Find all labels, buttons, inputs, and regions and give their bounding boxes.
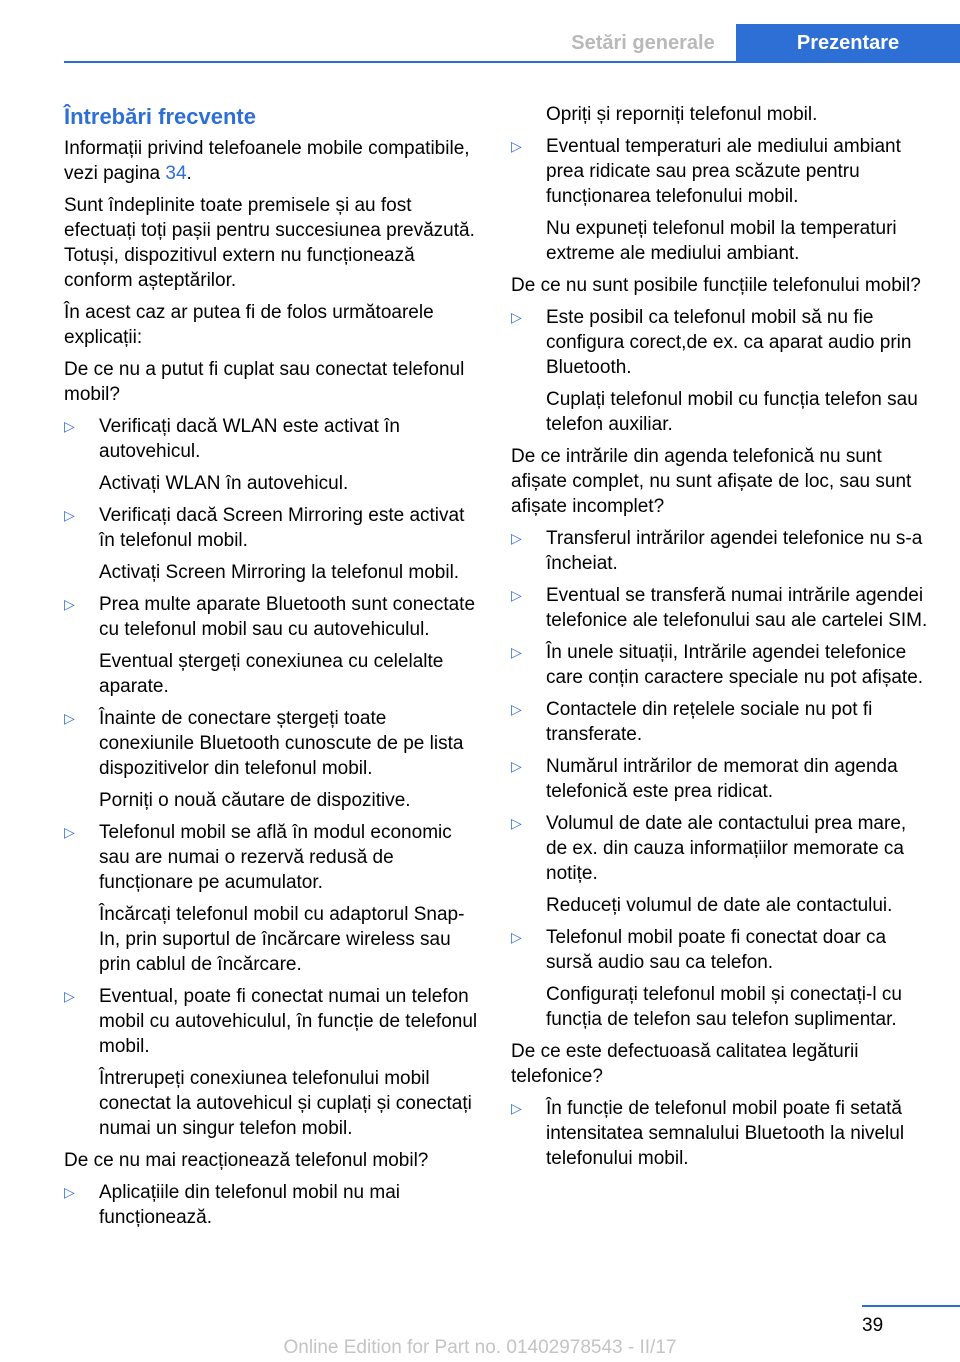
item-text: Aplicațiile din telefonul mobil nu mai funcționează. <box>99 1182 400 1228</box>
header-rule <box>64 61 960 63</box>
page-number-rule <box>862 1305 960 1307</box>
item-text: Contactele din rețelele sociale nu pot fi transferate. <box>546 699 873 745</box>
list-item <box>64 706 482 813</box>
item-text: Eventual se transferă numai intrările agendei telefonice ale telefonului sau ale cartelei SIM. <box>546 585 928 631</box>
item-text: Eventual temperaturi ale mediului ambiant prea ridicate sau prea scăzute pentru funcționarea telefonului mobil. <box>546 136 901 207</box>
triangle-bullet-icon: ▷ <box>511 644 522 660</box>
triangle-bullet-icon: ▷ <box>511 1100 522 1116</box>
list-item <box>64 592 482 699</box>
list-item-continued <box>511 102 929 127</box>
triangle-bullet-icon: ▷ <box>64 710 75 726</box>
item-remedy: Întrerupeți conexiunea telefonului mobil conectat la autovehicul și cuplați și conectați numai un singur telefon mobil. <box>99 1068 472 1139</box>
list-item <box>511 811 929 918</box>
item-text: Transferul intrărilor agendei telefonice nu s-a încheiat. <box>546 528 923 574</box>
question: De ce nu mai reacționează telefonul mobil? <box>64 1150 429 1171</box>
item-remedy: Opriți și reporniți telefonul mobil. <box>546 104 818 125</box>
right-column <box>511 102 929 1178</box>
intro-paragraph <box>64 136 482 186</box>
question: De ce nu a putut fi cuplat sau conectat telefonul mobil? <box>64 359 465 405</box>
triangle-bullet-icon: ▷ <box>511 530 522 546</box>
item-remedy: Reduceți volumul de date ale contactului. <box>546 895 893 916</box>
triangle-bullet-icon: ▷ <box>64 988 75 1004</box>
question: De ce intrările din agenda telefonică nu sunt afișate complet, nu sunt afișate de loc, sau sunt afișate incomplet? <box>511 446 912 517</box>
triangle-bullet-icon: ▷ <box>511 701 522 717</box>
triangle-bullet-icon: ▷ <box>64 1184 75 1200</box>
left-column <box>64 102 482 1237</box>
item-remedy: Eventual ștergeți conexiunea cu celelalte aparate. <box>99 651 444 697</box>
list-item <box>511 134 929 266</box>
list-item <box>511 754 929 804</box>
list-item <box>511 1096 929 1171</box>
list-item <box>511 305 929 437</box>
question: De ce este defectuoasă calitatea legăturii telefonice? <box>511 1041 859 1087</box>
item-text: În funcție de telefonul mobil poate fi setată intensitatea semnalului Bluetooth la nivelul telefonului mobil. <box>546 1098 905 1169</box>
list-item <box>511 925 929 1032</box>
footer-edition-text: Online Edition for Part no. 01402978543 - II/17 <box>283 1337 677 1358</box>
item-remedy: Configurați telefonul mobil și conectați-l cu funcția de telefon sau telefon suplimentar. <box>546 984 902 1030</box>
triangle-bullet-icon: ▷ <box>511 309 522 325</box>
intro-end: . <box>186 163 192 184</box>
item-text: Verificați dacă WLAN este activat în autovehicul. <box>99 416 400 462</box>
triangle-bullet-icon: ▷ <box>64 596 75 612</box>
item-remedy: Activați WLAN în autovehicul. <box>99 473 349 494</box>
item-remedy: Nu expuneți telefonul mobil la temperaturi extreme ale mediului ambiant. <box>546 218 897 264</box>
list-item <box>511 640 929 690</box>
list-item <box>64 984 482 1141</box>
triangle-bullet-icon: ▷ <box>64 507 75 523</box>
item-remedy: Activați Screen Mirroring la telefonul mobil. <box>99 562 460 583</box>
triangle-bullet-icon: ▷ <box>511 758 522 774</box>
paragraph: Sunt îndeplinite toate premisele și au fost efectuați toți pașii pentru succesiunea prevăzută. Totuși, dispozitivul extern nu funcționează conform așteptărilor. <box>64 195 475 291</box>
question: De ce nu sunt posibile funcțiile telefonului mobil? <box>511 275 921 296</box>
item-text: În unele situații, Intrările agendei telefonice care conțin caractere speciale nu pot afișate. <box>546 642 924 688</box>
item-text: Volumul de date ale contactului prea mare, de ex. din cauza informațiilor memorate ca notițe. <box>546 813 907 884</box>
section-heading: Întrebări frecvente <box>64 104 256 129</box>
list-item <box>511 697 929 747</box>
item-remedy: Încărcați telefonul mobil cu adaptorul Snap-In, prin suportul de încărcare wireless sau prin cablul de încărcare. <box>99 904 465 975</box>
list-item <box>64 820 482 977</box>
triangle-bullet-icon: ▷ <box>64 418 75 434</box>
item-text: Eventual, poate fi conectat numai un telefon mobil cu autovehiculul, în funcție de telefonul mobil. <box>99 986 478 1057</box>
page-link[interactable]: 34 <box>165 163 187 184</box>
header-tab: Prezentare <box>736 24 960 62</box>
header-section-label: Setări generale <box>571 32 715 54</box>
item-text: Prea multe aparate Bluetooth sunt conectate cu telefonul mobil sau cu autovehiculul. <box>99 594 476 640</box>
item-text: Înainte de conectare ștergeți toate conexiunile Bluetooth cunoscute de pe lista dispozitivelor din telefonul mobil. <box>99 708 464 779</box>
triangle-bullet-icon: ▷ <box>511 138 522 154</box>
paragraph: În acest caz ar putea fi de folos următoarele explicații: <box>64 302 434 348</box>
item-text: Este posibil ca telefonul mobil să nu fie configura corect,de ex. ca aparat audio prin Bluetooth. <box>546 307 912 378</box>
list-item <box>511 526 929 576</box>
triangle-bullet-icon: ▷ <box>511 587 522 603</box>
list-item <box>64 414 482 496</box>
list-item <box>64 1180 482 1230</box>
page-header <box>0 0 960 62</box>
item-remedy: Porniți o nouă căutare de dispozitive. <box>99 790 411 811</box>
triangle-bullet-icon: ▷ <box>511 815 522 831</box>
item-text: Telefonul mobil se află în modul economic sau are numai o rezervă redusă de funcționare pe acumulator. <box>99 822 452 893</box>
item-remedy: Cuplați telefonul mobil cu funcția telefon sau telefon auxiliar. <box>546 389 918 435</box>
list-item <box>64 503 482 585</box>
triangle-bullet-icon: ▷ <box>511 929 522 945</box>
item-text: Telefonul mobil poate fi conectat doar ca sursă audio sau ca telefon. <box>546 927 887 973</box>
page-number: 39 <box>862 1315 884 1336</box>
triangle-bullet-icon: ▷ <box>64 824 75 840</box>
list-item <box>511 583 929 633</box>
item-text: Numărul intrărilor de memorat din agenda telefonică este prea ridicat. <box>546 756 898 802</box>
intro-text: Informații privind telefoanele mobile compatibile, vezi pagina <box>64 138 470 184</box>
item-text: Verificați dacă Screen Mirroring este activat în telefonul mobil. <box>99 505 465 551</box>
